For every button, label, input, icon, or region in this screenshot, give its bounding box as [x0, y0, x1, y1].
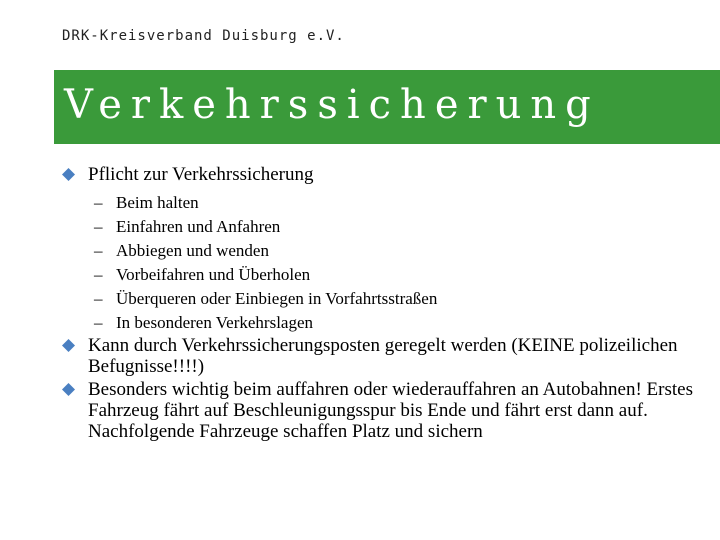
- dash-marker: –: [94, 241, 103, 260]
- bullet-text: Besonders wichtig beim auffahren oder wiederauffahren an Autobahnen! Erstes Fahrzeug fährt auf Beschleunigungsspur bis Ende und fährt erst dann auf. Nachfolgende Fahrzeuge schaffen Platz und sichern: [88, 379, 693, 442]
- bullet-item: [62, 164, 702, 185]
- slide-title: Verkehrssicherung: [64, 82, 600, 128]
- header-text: DRK-Kreisverband Duisburg e.V.: [62, 28, 345, 44]
- sub-item: [62, 215, 702, 239]
- sub-item: [62, 263, 702, 287]
- bullet-text: Kann durch Verkehrssicherungsposten geregelt werden (KEINE polizeilichen Befugnisse!!!!): [88, 335, 678, 377]
- sub-item-text: Beim halten: [116, 193, 199, 212]
- diamond-bullet-icon: [62, 383, 75, 396]
- sub-item-text: Abbiegen und wenden: [116, 241, 269, 260]
- bullet-item: [62, 379, 702, 442]
- sub-item-text: Einfahren und Anfahren: [116, 217, 281, 236]
- bullet-item: [62, 335, 702, 377]
- content-area: [62, 164, 702, 442]
- sub-item-text: Vorbeifahren und Überholen: [116, 265, 311, 284]
- title-bar: [54, 70, 720, 144]
- sub-item: [62, 287, 702, 311]
- sub-item: [62, 191, 702, 215]
- sub-item: [62, 239, 702, 263]
- diamond-bullet-icon: [62, 168, 75, 181]
- diamond-bullet-icon: [62, 339, 75, 352]
- sub-item-text: Überqueren oder Einbiegen in Vorfahrtsstraßen: [116, 289, 438, 308]
- sub-list: [62, 191, 702, 335]
- sub-item-text: In besonderen Verkehrslagen: [116, 313, 314, 332]
- dash-marker: –: [94, 289, 103, 308]
- bullet-text: Pflicht zur Verkehrssicherung: [88, 164, 314, 185]
- dash-marker: –: [94, 193, 103, 212]
- dash-marker: –: [94, 265, 103, 284]
- dash-marker: –: [94, 313, 103, 332]
- sub-item: [62, 311, 702, 335]
- dash-marker: –: [94, 217, 103, 236]
